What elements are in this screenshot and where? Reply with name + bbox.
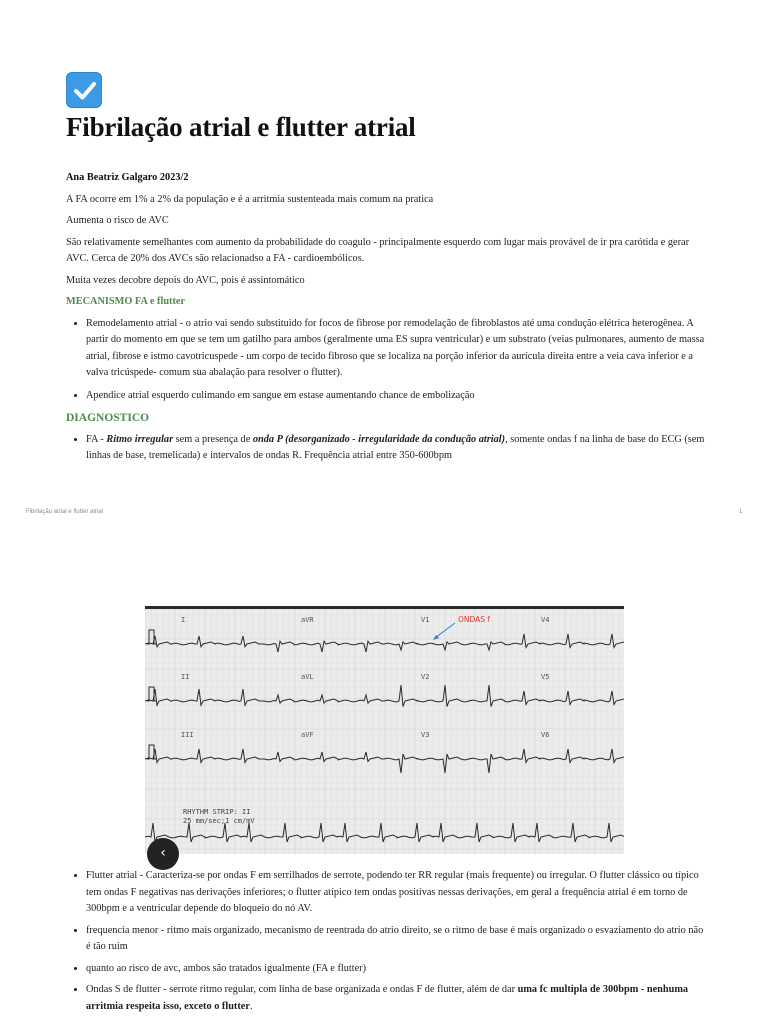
lead-label: V2 xyxy=(421,673,430,681)
list-item xyxy=(86,432,706,465)
flutter-list xyxy=(66,868,706,1015)
mecanismo-list xyxy=(66,316,706,405)
list-item: • quanto ao risco de avc, ambos são tratados igualmente (FA e flutter) xyxy=(86,961,706,978)
footer-title: Fibrilação atrial e flutter atrial xyxy=(26,509,104,515)
list-item: • Remodelamento atrial - o atrio vai sendo substituido for focos de fibrose por remodelação de fibroblastos até uma condução elétrica heterogênea. A partir do momento em que se tem um gatilho para ambos (geralmente uma ES supra ventricular) e um substrato (veias pulmonares, aumento de massa atrial, fibrose e istmo cavotricuspede - um corpo de tecido fibroso que se localiza na porção inferior da aurícula direita entre a veia cava inferior e a valva tricúspede- comum sua abalação para resolver o flutter). xyxy=(86,316,706,382)
emphasis-text: Ritmo irregular xyxy=(106,433,174,445)
list-item: • Apendice atrial esquerdo culimando em sangue em estase aumentando chance de embolização xyxy=(86,388,706,405)
paragraph-3: São relativamente semelhantes com aumento da probabilidade do coagulo - principalmente esquerdo com lugar mais provável de ir pra carótida e gerar AVC. Cerca de 20% dos AVCs são relacionadso a FA - cardioembólicos. xyxy=(66,236,690,264)
author-line: Ana Beatriz Galgaro 2023/2 xyxy=(66,172,189,183)
lead-label: aVL xyxy=(301,673,314,681)
checkbox-checked-icon xyxy=(66,72,102,108)
list-item: • Flutter atrial - Caracteriza-se por ondas F em serrilhados de serrote, podendo ter RR regular (mais frequente) ou irregular. O flutter clássico ou típico tem ondas F negativas nas derivações inferiores; o flutter atípico tem ondas positivas nessas derivações, em geral a frequência atrial é em torno de 300bpm e a ventricular depende do bloqueio do nó AV. xyxy=(86,868,706,918)
flutter-list-container xyxy=(66,868,706,1020)
paragraph-1: A FA ocorre em 1% a 2% da população e é a arritmia sustenteada mais comum na pratica xyxy=(66,193,434,205)
diagnostico-list xyxy=(66,432,706,465)
rhythm-strip-label: RHYTHM STRIP: II xyxy=(183,808,251,816)
page-title: Fibrilação atrial e flutter atrial xyxy=(66,112,416,142)
list-item xyxy=(86,982,706,1015)
content xyxy=(66,170,706,471)
ecg-image xyxy=(145,606,624,854)
text-span: FA - xyxy=(86,433,107,445)
lead-label: V1 xyxy=(421,616,430,624)
text-span: , somente ondas f na linha de base do ECG (sem linhas de base, tremelicada) e intervalos de ondas R. Frequência atrial entre 350-600bpm xyxy=(86,433,705,461)
emphasis-text: onda P (desorganizado - irregularidade da condução atrial) xyxy=(252,433,506,445)
list-item: • frequencia menor - ritmo mais organizado, mecanismo de reentrada do atrio direito, se o ritmo de base é mais organizado o esvaziamento do atrio não é tão ruim xyxy=(86,923,706,956)
emphasis-text: uma fc multipla de 300bpm - nenhuma arritmia respeita isso, exceto o flutter xyxy=(86,984,689,1012)
lead-label: II xyxy=(181,673,190,681)
section-heading-mecanismo: MECANISMO FA e flutter xyxy=(66,296,186,307)
previous-image-button[interactable]: ‹ xyxy=(147,838,179,870)
text-span: . xyxy=(249,1000,253,1012)
lead-label: V5 xyxy=(541,673,550,681)
lead-label: aVR xyxy=(301,616,314,624)
text-span: sem a presença de xyxy=(173,433,253,445)
paragraph-2: Aumenta o risco de AVC xyxy=(66,215,169,226)
lead-label: V6 xyxy=(541,731,550,739)
paragraph-4: Muita vezes decobre depois do AVC, pois é assintomático xyxy=(66,274,305,286)
page-number: 1 xyxy=(739,509,743,515)
lead-label: aVF xyxy=(301,731,314,739)
section-heading-diagnostico: DIAGNOSTICO xyxy=(66,412,150,424)
lead-label: V3 xyxy=(421,731,430,739)
ecg-drawing xyxy=(145,609,624,854)
text-span: Ondas S de flutter - serrote ritmo regular, com linha de base organizada e ondas F de flutter, além de dar xyxy=(86,984,518,995)
lead-label: V4 xyxy=(541,616,550,624)
ondas-f-annotation: ONDAS f xyxy=(458,615,491,624)
rhythm-strip-speed: 25 mm/sec;1 cm/mV xyxy=(183,817,255,825)
lead-label: III xyxy=(181,731,194,739)
lead-label: I xyxy=(181,616,186,624)
